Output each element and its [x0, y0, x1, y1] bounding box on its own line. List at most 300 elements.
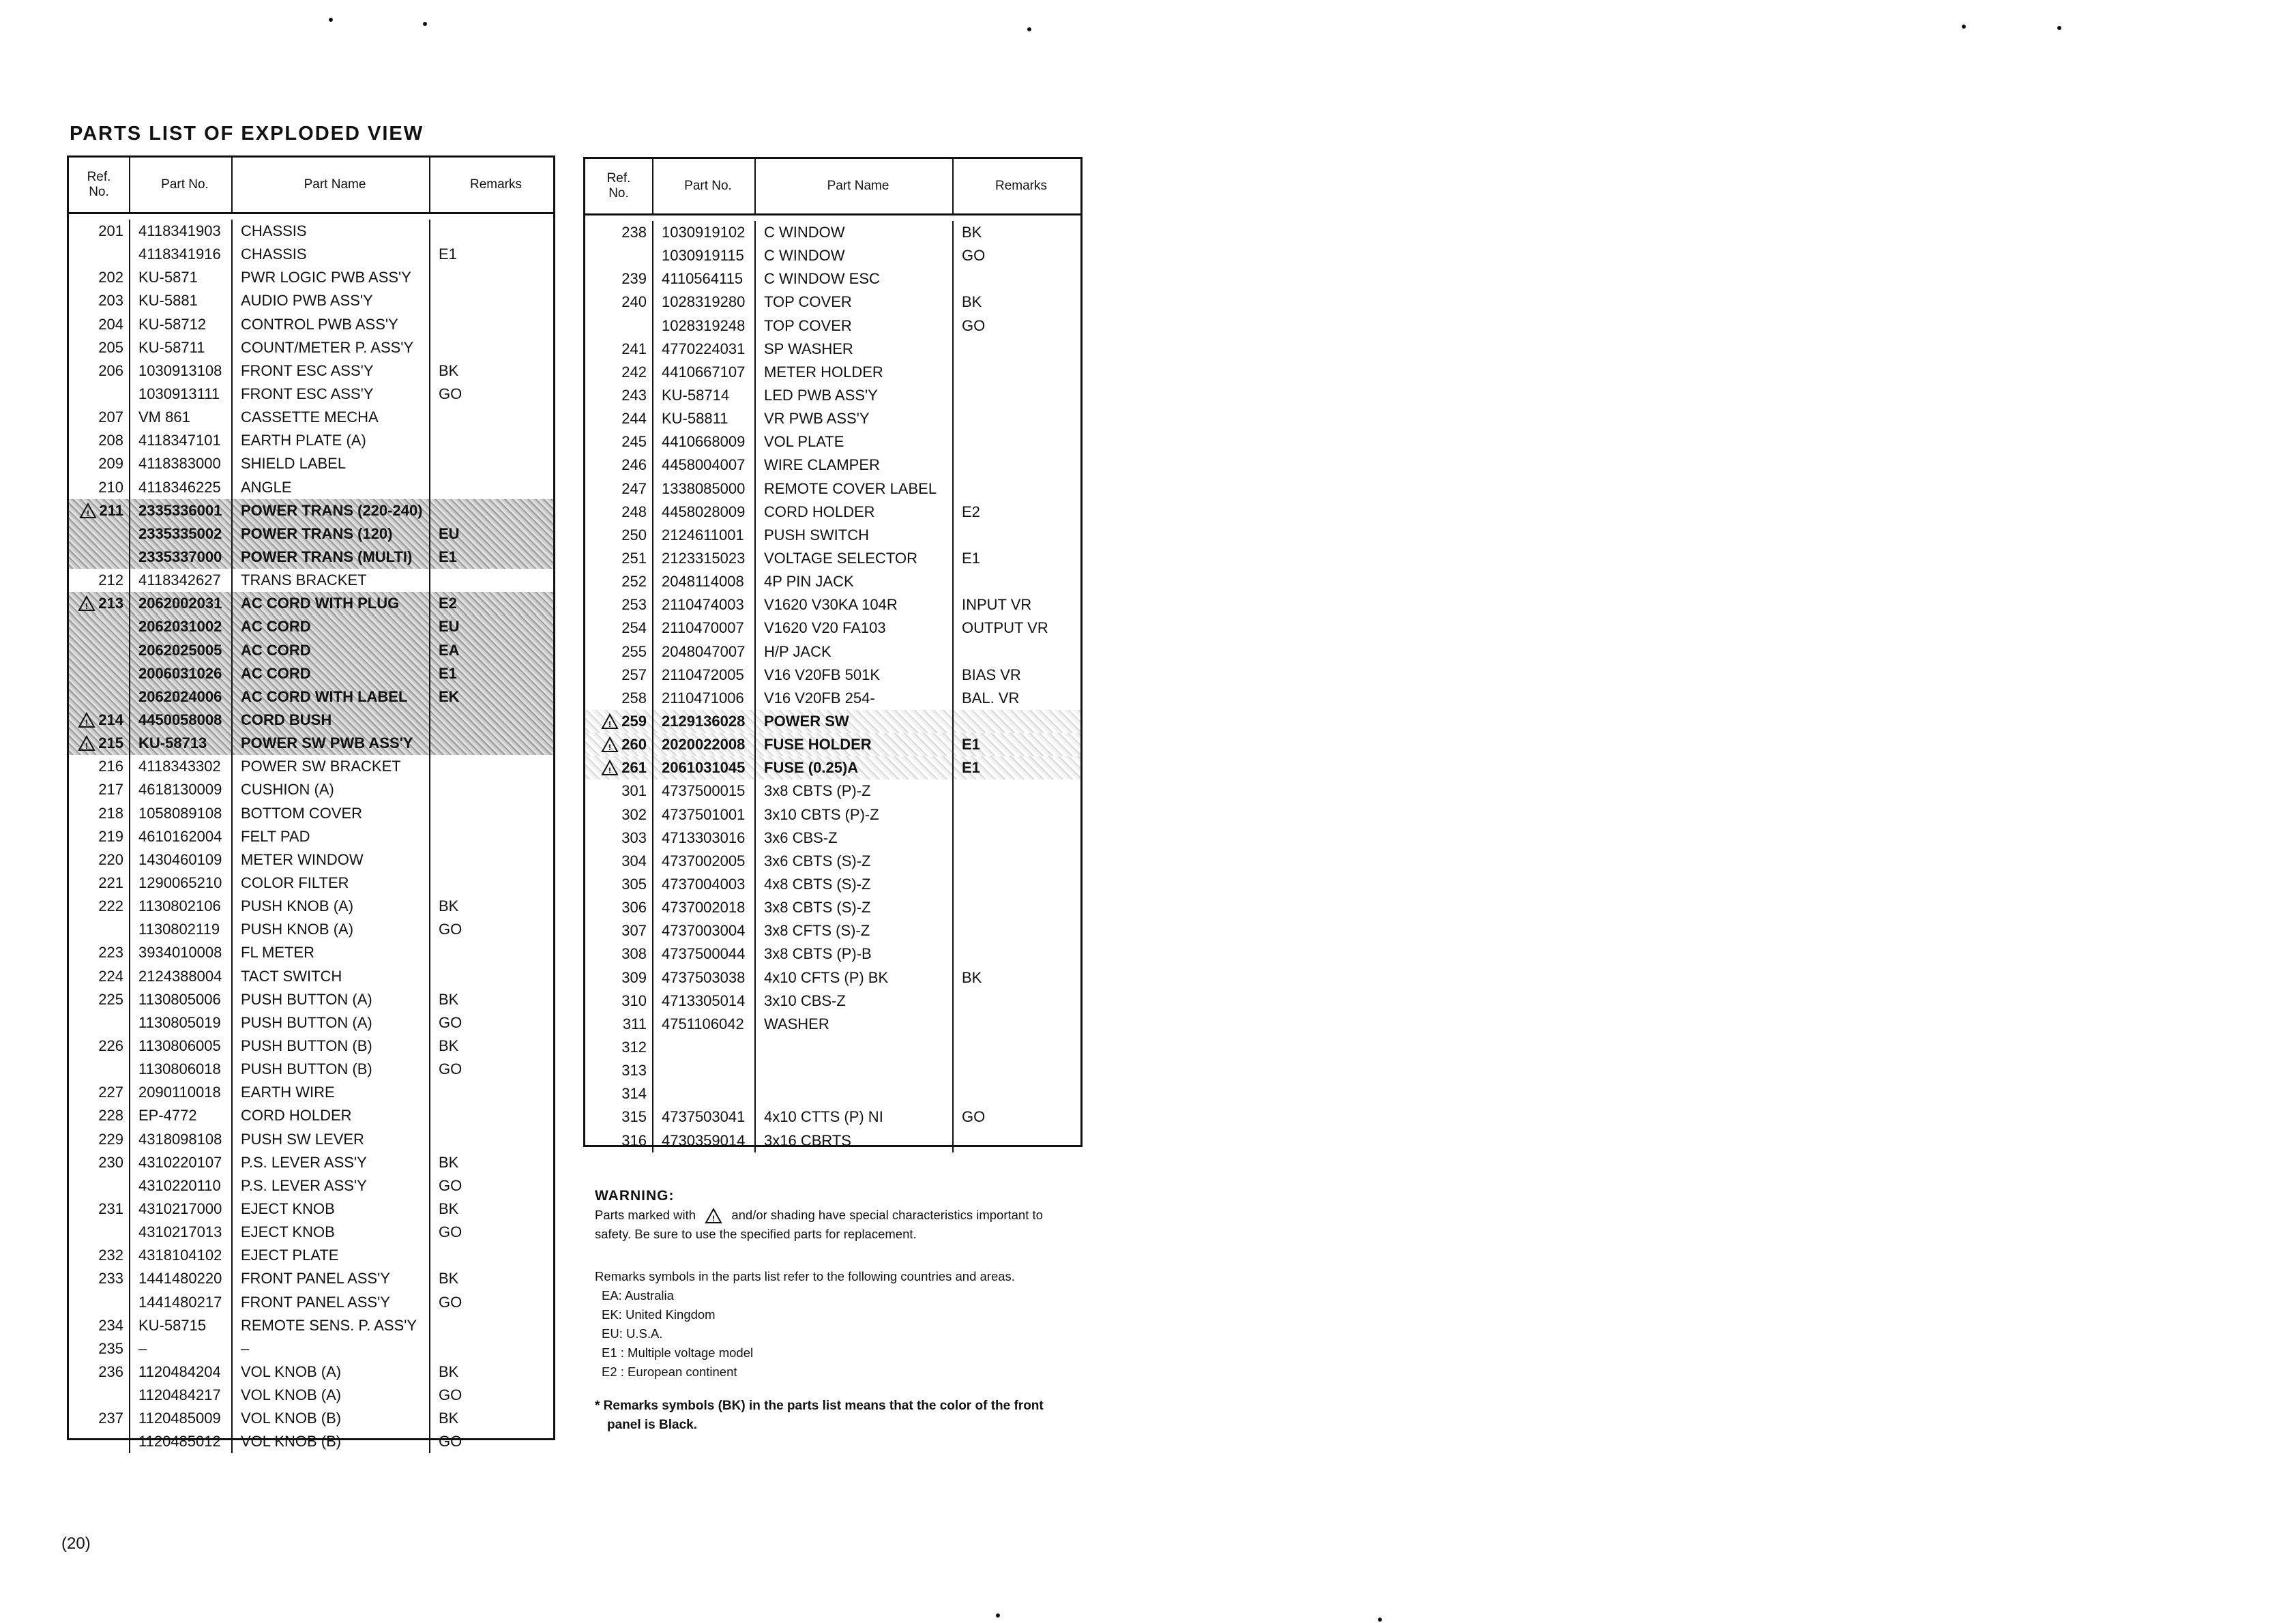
- part-name-cell: [754, 314, 952, 338]
- part-name-cell-text: WIRE CLAMPER: [764, 456, 880, 474]
- ref-cell: [585, 384, 652, 407]
- part-name-cell: [231, 383, 429, 406]
- part-no-cell: [652, 827, 754, 850]
- part-name-cell-text: FRONT ESC ASS'Y: [241, 361, 374, 379]
- remarks-cell: [429, 546, 553, 569]
- ref-cell-text: 226: [98, 1037, 123, 1054]
- table-row: [585, 616, 1080, 640]
- part-no-cell-text: 4118383000: [138, 455, 221, 473]
- remarks-cell: [429, 872, 553, 895]
- table-row: [585, 896, 1080, 919]
- part-no-cell-text: 2110472005: [662, 666, 744, 683]
- part-no-cell: [129, 1221, 231, 1244]
- part-name-cell-text: REMOTE COVER LABEL: [764, 479, 937, 497]
- remarks-cell: [429, 266, 553, 289]
- ref-cell-text: 250: [621, 526, 647, 544]
- part-name-cell: [754, 1105, 952, 1129]
- remarks-cell-text: BK: [439, 1153, 459, 1171]
- part-no-cell: [652, 547, 754, 570]
- parts-table-right: [583, 157, 1083, 1147]
- remarks-cell: [952, 850, 1080, 873]
- part-name-cell: [231, 1011, 429, 1034]
- part-name-cell-text: 4x10 CFTS (P) BK: [764, 968, 889, 986]
- table-row: [69, 1058, 553, 1081]
- ref-cell: [69, 709, 129, 732]
- part-name-cell: [754, 733, 952, 756]
- part-no-cell-text: 4310220110: [138, 1176, 221, 1194]
- table-row: [585, 664, 1080, 687]
- remarks-cell: [952, 896, 1080, 919]
- remarks-cell: [952, 501, 1080, 524]
- part-name-cell: [231, 220, 429, 243]
- ref-cell-text: 232: [98, 1247, 123, 1264]
- part-no-cell-text: 1441480220: [138, 1270, 222, 1287]
- part-name-cell: [231, 662, 429, 685]
- table-row: [69, 522, 553, 546]
- part-no-cell-text: 4713303016: [662, 829, 746, 846]
- part-name-cell-text: FRONT ESC ASS'Y: [241, 385, 374, 403]
- part-no-cell: [652, 640, 754, 664]
- part-no-cell: [652, 570, 754, 593]
- remarks-cell-text: BK: [439, 1363, 459, 1380]
- table-row: [69, 406, 553, 429]
- table-row: [69, 1314, 553, 1337]
- remarks-cell: [952, 593, 1080, 616]
- svg-text:!: !: [608, 719, 612, 730]
- part-no-cell-text: 1290065210: [138, 874, 222, 891]
- table-row: [585, 1129, 1080, 1152]
- table-row: [69, 965, 553, 988]
- table-row: [69, 1337, 553, 1360]
- header-remarks: Remarks: [952, 159, 1080, 213]
- part-no-cell-text: 2110471006: [662, 689, 744, 706]
- ref-cell: [69, 243, 129, 266]
- part-no-cell: [129, 1290, 231, 1313]
- table-row: [585, 477, 1080, 501]
- ref-cell: [585, 593, 652, 616]
- part-name-cell: [754, 267, 952, 291]
- part-name-cell-text: 3x8 CFTS (S)-Z: [764, 922, 870, 940]
- remarks-cell: [952, 640, 1080, 664]
- part-name-cell-text: POWER TRANS (220-240): [241, 501, 423, 519]
- remarks-cell: [429, 336, 553, 359]
- part-no-cell: [129, 825, 231, 848]
- remarks-cell: [952, 221, 1080, 244]
- remarks-cell-text: GO: [439, 1433, 462, 1450]
- ref-cell-text: 251: [621, 550, 647, 567]
- remarks-cell: [429, 778, 553, 801]
- remarks-cell-text: GO: [439, 1060, 462, 1078]
- table-row: [585, 291, 1080, 314]
- part-no-cell-text: 4318104102: [138, 1247, 222, 1264]
- remarks-cell: [952, 756, 1080, 779]
- ref-cell-text: 221: [98, 874, 123, 891]
- remarks-cell: [952, 267, 1080, 291]
- table-row: [69, 1174, 553, 1197]
- ref-cell: [69, 452, 129, 475]
- table-row: [69, 1221, 553, 1244]
- part-name-cell: [231, 918, 429, 941]
- part-name-cell: [231, 872, 429, 895]
- remarks-cell: [952, 570, 1080, 593]
- part-name-cell: [231, 1174, 429, 1197]
- part-name-cell: [231, 429, 429, 452]
- ref-cell: [585, 267, 652, 291]
- part-name-cell: [231, 1384, 429, 1407]
- part-no-cell: [129, 1407, 231, 1430]
- table-row: [69, 802, 553, 825]
- table-row: [69, 1081, 553, 1104]
- part-name-cell-text: EJECT PLATE: [241, 1247, 339, 1264]
- ref-cell: [585, 827, 652, 850]
- part-name-cell: [754, 291, 952, 314]
- remarks-cell-text: BK: [439, 1037, 459, 1054]
- part-no-cell-text: 4318098108: [138, 1130, 222, 1148]
- part-no-cell: [129, 1081, 231, 1104]
- part-name-cell-text: EJECT KNOB: [241, 1223, 335, 1241]
- ref-cell: [585, 710, 652, 733]
- ref-cell: [69, 1127, 129, 1150]
- part-no-cell: [652, 291, 754, 314]
- part-no-cell: [652, 221, 754, 244]
- ref-cell: [585, 616, 652, 640]
- part-no-cell-text: 4458004007: [662, 456, 746, 474]
- part-name-cell: [231, 1360, 429, 1384]
- remarks-legend: [595, 1286, 1072, 1382]
- table-row: [69, 685, 553, 709]
- part-no-cell: [129, 1197, 231, 1221]
- part-name-cell-text: 4x8 CBTS (S)-Z: [764, 876, 871, 893]
- part-name-cell-text: CUSHION (A): [241, 781, 334, 799]
- remarks-cell: [429, 1127, 553, 1150]
- remarks-cell: [952, 338, 1080, 361]
- table-row: [69, 825, 553, 848]
- part-name-cell-text: EARTH PLATE (A): [241, 432, 366, 449]
- part-name-cell-text: FUSE HOLDER: [764, 736, 872, 754]
- table-row: [69, 662, 553, 685]
- part-name-cell-text: 4P PIN JACK: [764, 573, 854, 591]
- table-row: [585, 501, 1080, 524]
- ref-cell: [69, 546, 129, 569]
- table-row: [69, 546, 553, 569]
- part-no-cell: [129, 1337, 231, 1360]
- remarks-cell: [952, 966, 1080, 989]
- table-row: [585, 267, 1080, 291]
- part-name-cell-text: CONTROL PWB ASS'Y: [241, 315, 398, 333]
- table-row: [585, 919, 1080, 942]
- ref-cell-text: 244: [621, 410, 647, 428]
- part-name-cell: [754, 640, 952, 664]
- ref-cell: [69, 476, 129, 499]
- ref-cell: [69, 1058, 129, 1081]
- remarks-cell: [429, 313, 553, 336]
- part-no-cell-text: VM 861: [138, 408, 190, 426]
- part-no-cell: [129, 709, 231, 732]
- part-name-cell-text: 3x16 CBRTS: [764, 1131, 851, 1149]
- ref-cell: [585, 850, 652, 873]
- ref-cell: [585, 733, 652, 756]
- part-no-cell-text: 4737503038: [662, 968, 746, 986]
- part-no-cell-text: 3934010008: [138, 944, 222, 962]
- table-row: [69, 1290, 553, 1313]
- part-no-cell: [652, 1129, 754, 1152]
- remarks-cell: [429, 1034, 553, 1058]
- part-name-cell: [231, 336, 429, 359]
- svg-text:!: !: [86, 508, 89, 518]
- part-name-cell: [231, 755, 429, 778]
- part-no-cell: [129, 452, 231, 475]
- ref-cell-text: 305: [621, 876, 647, 893]
- part-no-cell-text: 4730359014: [662, 1131, 746, 1149]
- part-no-cell: [129, 1244, 231, 1267]
- ref-cell: [69, 802, 129, 825]
- ref-cell-text: 225: [98, 990, 123, 1008]
- ref-cell-text: 304: [621, 852, 647, 869]
- part-name-cell: [754, 664, 952, 687]
- ref-cell: [69, 289, 129, 312]
- part-name-cell: [231, 988, 429, 1011]
- part-no-cell-text: 2124388004: [138, 967, 222, 985]
- part-name-cell-text: WASHER: [764, 1015, 829, 1032]
- ref-cell-text: 242: [621, 363, 647, 381]
- part-no-cell-text: 4310220107: [138, 1153, 222, 1171]
- table-row: [69, 709, 553, 732]
- remarks-cell: [952, 827, 1080, 850]
- ref-cell-text: 235: [98, 1339, 123, 1357]
- remarks-cell: [429, 383, 553, 406]
- part-no-cell: [652, 989, 754, 1013]
- legend-item: EK: United Kingdom: [602, 1307, 716, 1322]
- remarks-cell: [952, 942, 1080, 966]
- part-name-cell-text: SHIELD LABEL: [241, 455, 347, 473]
- table-header: [585, 159, 1080, 215]
- part-name-cell-text: METER HOLDER: [764, 363, 883, 381]
- part-name-cell-text: CASSETTE MECHA: [241, 408, 379, 426]
- table-row: [585, 989, 1080, 1013]
- ref-cell-text: 248: [621, 503, 647, 520]
- part-name-cell: [754, 850, 952, 873]
- ref-cell-text: 247: [621, 479, 647, 497]
- ref-cell: [585, 803, 652, 827]
- part-name-cell-text: TOP COVER: [764, 316, 852, 334]
- remarks-cell-text: GO: [962, 316, 986, 334]
- table-row: [585, 407, 1080, 430]
- ref-cell-text: 307: [621, 922, 647, 940]
- ref-cell-text: 209: [98, 455, 123, 473]
- table-row: [69, 452, 553, 475]
- part-no-cell-text: 1130806018: [138, 1060, 221, 1078]
- part-name-cell: [231, 522, 429, 546]
- part-name-cell: [754, 1059, 952, 1082]
- part-name-cell: [754, 361, 952, 384]
- table-row: [69, 918, 553, 941]
- remarks-cell: [429, 1104, 553, 1127]
- warning-triangle-icon: [601, 713, 619, 730]
- part-no-cell: [129, 499, 231, 522]
- remarks-cell-text: BK: [962, 224, 982, 241]
- ref-cell-text: 229: [98, 1130, 123, 1148]
- part-no-cell-text: 2062031002: [138, 618, 222, 636]
- table-body: [69, 214, 553, 1453]
- ref-cell: [69, 662, 129, 685]
- table-header: [69, 158, 553, 214]
- part-no-cell-text: 1338085000: [662, 479, 746, 497]
- remarks-cell-text: BK: [439, 1410, 459, 1427]
- remarks-cell: [952, 477, 1080, 501]
- part-no-cell: [129, 569, 231, 592]
- part-name-cell-text: P.S. LEVER ASS'Y: [241, 1153, 367, 1171]
- part-no-cell-text: 2335337000: [138, 548, 222, 566]
- ref-cell: [585, 524, 652, 547]
- table-row: [585, 593, 1080, 616]
- part-no-cell-text: 4713305014: [662, 992, 746, 1009]
- part-name-cell: [231, 406, 429, 429]
- part-name-cell-text: C WINDOW: [764, 224, 845, 241]
- part-no-cell-text: 4737004003: [662, 876, 746, 893]
- remarks-cell: [952, 244, 1080, 267]
- ref-cell: [69, 1407, 129, 1430]
- part-name-cell: [754, 593, 952, 616]
- part-name-cell: [231, 1221, 429, 1244]
- part-no-cell-text: KU-58711: [138, 338, 205, 356]
- part-no-cell-text: KU-5881: [138, 292, 198, 310]
- table-row: [585, 710, 1080, 733]
- warning-triangle-icon: [78, 735, 95, 751]
- table-row: [585, 827, 1080, 850]
- part-name-cell: [754, 244, 952, 267]
- table-row: [585, 221, 1080, 244]
- part-no-cell-text: 4118341916: [138, 245, 221, 263]
- part-no-cell: [129, 592, 231, 615]
- part-name-cell-text: V16 V20FB 501K: [764, 666, 881, 683]
- part-name-cell-text: SP WASHER: [764, 340, 853, 357]
- remarks-cell: [429, 685, 553, 709]
- table-row: [585, 361, 1080, 384]
- part-name-cell-text: AC CORD WITH PLUG: [241, 595, 400, 612]
- ref-cell: [69, 1221, 129, 1244]
- part-no-cell: [652, 267, 754, 291]
- part-no-cell-text: 4410668009: [662, 433, 746, 451]
- table-row: [69, 1267, 553, 1290]
- part-name-cell-text: 3x6 CBTS (S)-Z: [764, 852, 871, 869]
- remarks-cell: [952, 664, 1080, 687]
- ref-cell: [585, 477, 652, 501]
- part-name-cell-text: PUSH SWITCH: [764, 526, 869, 544]
- ref-cell: [69, 732, 129, 755]
- part-no-cell: [652, 873, 754, 896]
- table-row: [585, 1036, 1080, 1059]
- remarks-cell: [429, 941, 553, 964]
- remarks-cell-text: GO: [439, 1013, 462, 1031]
- part-no-cell-text: 2129136028: [662, 713, 746, 730]
- part-no-cell: [652, 616, 754, 640]
- part-name-cell-text: –: [241, 1339, 250, 1357]
- ref-cell: [585, 430, 652, 453]
- ref-cell: [69, 685, 129, 709]
- part-name-cell-text: POWER TRANS (120): [241, 524, 393, 542]
- ref-cell: [69, 313, 129, 336]
- part-no-cell-text: 4458028009: [662, 503, 746, 520]
- part-no-cell: [129, 1011, 231, 1034]
- remarks-cell-text: E1: [962, 550, 980, 567]
- remarks-cell-text: E1: [439, 664, 457, 682]
- part-name-cell: [754, 477, 952, 501]
- table-row: [69, 499, 553, 522]
- remarks-cell: [429, 1174, 553, 1197]
- remarks-cell-text: GO: [439, 921, 462, 938]
- remarks-cell: [429, 476, 553, 499]
- part-name-cell: [754, 827, 952, 850]
- remarks-cell-text: GO: [439, 1176, 462, 1194]
- ref-cell: [585, 1105, 652, 1129]
- ref-cell: [69, 522, 129, 546]
- remarks-cell: [952, 919, 1080, 942]
- ref-cell-text: 210: [98, 478, 123, 496]
- part-name-cell: [231, 639, 429, 662]
- part-name-cell-text: AC CORD WITH LABEL: [241, 687, 408, 705]
- table-row: [585, 338, 1080, 361]
- part-no-cell: [129, 732, 231, 755]
- part-no-cell-text: 1030913111: [138, 385, 220, 403]
- remarks-cell: [429, 1290, 553, 1313]
- ref-cell: [585, 1013, 652, 1036]
- part-name-cell: [231, 1290, 429, 1313]
- part-no-cell: [129, 1151, 231, 1174]
- part-name-cell: [754, 803, 952, 827]
- ref-cell: [585, 664, 652, 687]
- ref-cell-text: 202: [98, 269, 123, 286]
- remarks-cell: [952, 779, 1080, 803]
- ref-cell-text: 234: [98, 1316, 123, 1334]
- remarks-cell: [429, 639, 553, 662]
- ref-cell: [69, 336, 129, 359]
- part-name-cell: [754, 453, 952, 477]
- remarks-cell: [429, 755, 553, 778]
- part-name-cell: [231, 615, 429, 638]
- remarks-cell-text: E2: [962, 503, 980, 520]
- part-name-cell: [754, 896, 952, 919]
- table-row: [585, 1082, 1080, 1105]
- ref-cell: [69, 1267, 129, 1290]
- header-part-name: Part Name: [754, 159, 952, 213]
- table-row: [69, 1011, 553, 1034]
- part-no-cell-text: 4110564115: [662, 270, 744, 288]
- part-no-cell-text: 2062025005: [138, 641, 222, 659]
- table-row: [69, 895, 553, 918]
- remarks-cell: [429, 1267, 553, 1290]
- ref-cell-text: 243: [621, 387, 647, 404]
- part-no-cell: [652, 1036, 754, 1059]
- ref-cell-text: 310: [621, 992, 647, 1009]
- part-no-cell-text: 1120484217: [138, 1386, 221, 1404]
- ref-cell-text: 212: [98, 571, 123, 589]
- remarks-cell: [429, 1407, 553, 1430]
- part-name-cell-text: POWER SW: [764, 713, 849, 730]
- remarks-cell-text: GO: [439, 1223, 462, 1241]
- ref-cell: [585, 756, 652, 779]
- part-no-cell-text: 4410667107: [662, 363, 746, 381]
- remarks-cell-text: OUTPUT VR: [962, 619, 1048, 637]
- part-no-cell: [129, 1174, 231, 1197]
- part-name-cell-text: H/P JACK: [764, 642, 831, 660]
- part-name-cell-text: FELT PAD: [241, 827, 310, 845]
- remarks-cell: [429, 918, 553, 941]
- ref-cell-text: 217: [98, 781, 123, 799]
- ref-cell: [69, 965, 129, 988]
- header-part-no: Part No.: [652, 159, 754, 213]
- part-no-cell-text: 2048114008: [662, 573, 744, 591]
- ref-cell: [69, 1244, 129, 1267]
